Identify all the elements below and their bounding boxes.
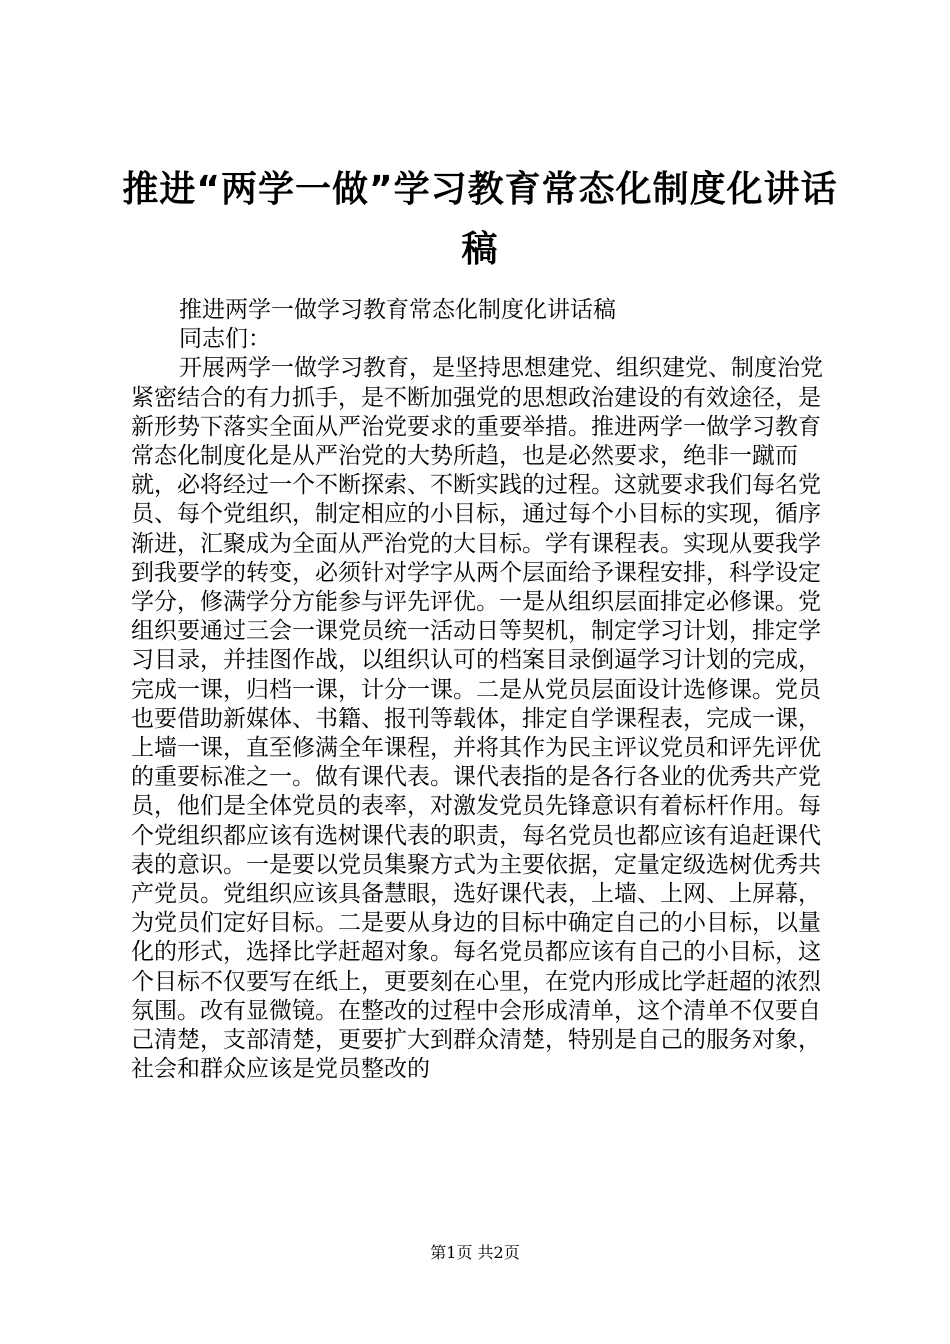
document-body [131,296,831,1084]
salutation: 同志们： [179,326,271,353]
page-number: 第1页 共2页 [430,1243,520,1262]
document-title: 推进“两学一做”学习教育常态化制度化讲话稿 [122,169,838,270]
body-paragraph: 开展两学一做学习教育，是坚持思想建党、组织建党、制度治党紧密结合的有力抓手，是不断加强党的思想政治建设的有效途径，是新形势下落实全面从严治党要求的重要举措。推进两学一做学习教育常态化制度化是从严治党的大势所趋，也是必然要求，绝非一蹴而就，必将经过一个不断探索、不断实践的过程。这就要求我们每名党员、每个党组织，制定相应的小目标，通过每个小目标的实现，循序渐进，汇聚成为全面从严治党的大目标。学有课程表。实现从要我学到我要学的转变，必须针对学字从两个层面给予课程安排，科学设定学分，修满学分方能参与评先评优。一是从组织层面排定必修课。党组织要通过三会一课党员统一活动日等契机，制定学习计划，排定学习目录，并挂图作战，以组织认可的档案目录倒逼学习计划的完成，完成一课，归档一课，计分一课。二是从党员层面设计选修课。党员也要借助新媒体、书籍、报刊等载体，排定自学课程表，完成一课，上墙一课，直至修满全年课程，并将其作为民主评议党员和评先评优的重要标准之一。做有课代表。课代表指的是各行各业的优秀共产党员，他们是全体党员的表率，对激发党员先锋意识有着标杆作用。每个党组织都应该有选树课代表的职责，每名党员也都应该有追赶课代表的意识。一是要以党员集聚方式为主要依据，定量定级选树优秀共产党员。党组织应该具备慧眼，选好课代表，上墙、上网、上屏幕，为党员们定好目标。二是要从身边的目标中确定自己的小目标，以量化的形式，选择比学赶超对象。每名党员都应该有自己的小目标，这个目标不仅要写在纸上，更要刻在心里，在党内形成比学赶超的浓烈氛围。改有显微镜。在整改的过程中会形成清单，这个清单不仅要自己清楚，支部清楚，更要扩大到群众清楚，特别是自己的服务对象，社会和群众应该是党员整改的 [131,355,823,1083]
page-footer [0,1243,950,1263]
document-subtitle: 推进两学一做学习教育常态化制度化讲话稿 [179,297,616,323]
